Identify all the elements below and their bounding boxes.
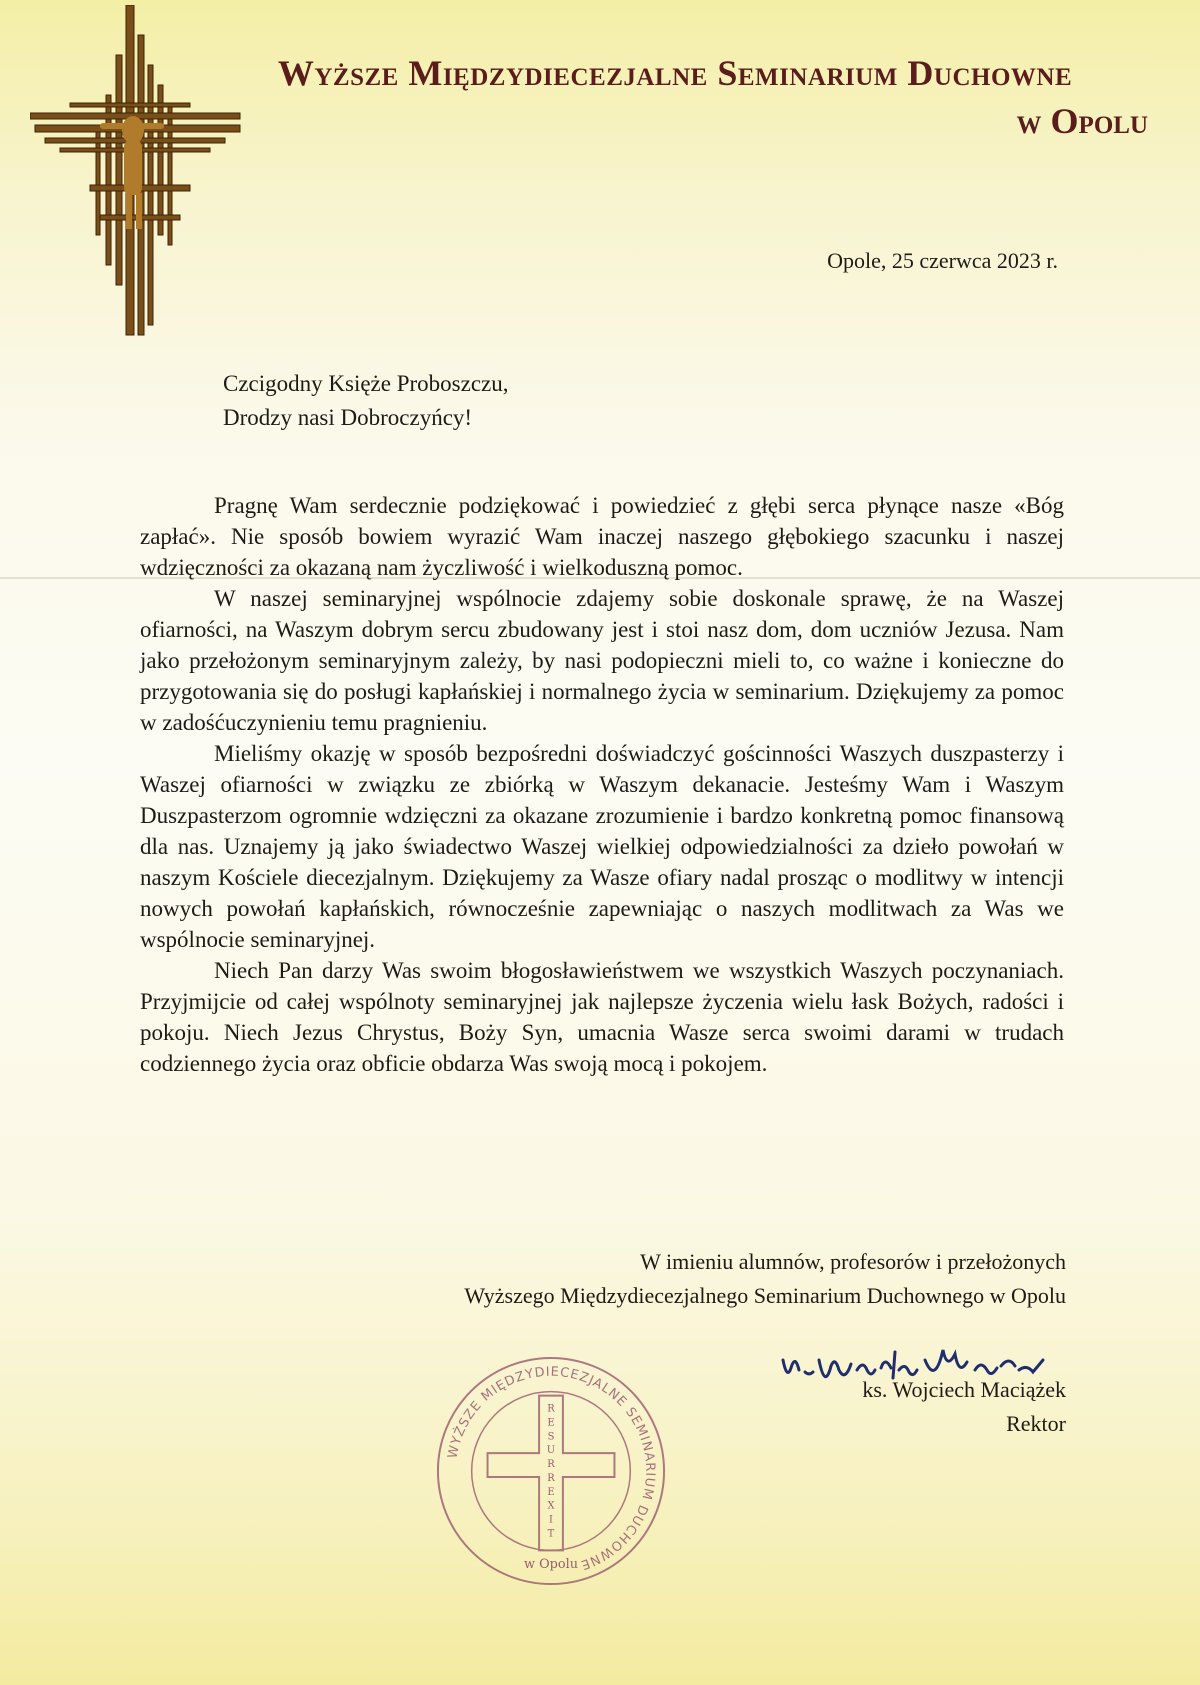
letter-date: Opole, 25 czerwca 2023 r. <box>827 248 1058 273</box>
letterhead-title: Wyższe Międzydiecezjalne Seminarium Duchowne <box>277 53 1073 93</box>
salutation-line-2: Drodzy nasi Dobroczyńcy! <box>223 405 473 430</box>
paragraph: W naszej seminaryjnej wspólnocie zdajemy sobie doskonale sprawę, że na Waszej ofiarności, na Waszym dobrym sercu zbudowany jest i stoi nasz dom, dom uczniów Jezusa. Nam jako przełożonym seminaryjnym zależy, by nasi podopieczni mieli to, co ważne i konieczne do przygotowania się do posługi kapłańskiej i normalnego życia w seminarium. Dziękujemy za pomoc w zadośćuczynieniu temu pragnieniu. <box>140 586 1064 735</box>
letter-body <box>140 490 1064 1079</box>
svg-text:w Opolu: w Opolu <box>523 1557 579 1573</box>
seminary-stamp <box>432 1352 670 1590</box>
svg-text:WYŻSZE MIĘDZYDIECEZJALNE SEMIN: WYŻSZE MIĘDZYDIECEZJALNE SEMINARIUM DUCHOWNE <box>445 1364 658 1573</box>
paragraph: Niech Pan darzy Was swoim błogosławieństwem we wszystkich Waszych poczynaniach. Przyjmijcie od całej wspólnoty seminaryjnej jak najlepsze życzenia wielu łask Bożych, radości i pokoju. Niech Jezus Chrystus, Boży Syn, umacnia Wasze serca swoimi darami w trudach codziennego życia oraz obficie obdarza Was swoją mocą i pokojem. <box>140 958 1064 1076</box>
signer-block <box>862 1373 1066 1441</box>
salutation <box>223 367 509 435</box>
svg-text:RESURREXIT: R E S U R R E X I T <box>546 1403 556 1540</box>
salutation-line-1: Czcigodny Księże Proboszczu, <box>223 371 509 396</box>
closing-line-1: W imieniu alumnów, profesorów i przełożonych <box>640 1249 1066 1274</box>
closing-line-2: Wyższego Międzydiecezjalnego Seminarium Duchownego w Opolu <box>464 1283 1066 1308</box>
signer-name: ks. Wojciech Maciążek <box>862 1377 1066 1402</box>
seminary-letterhead <box>180 52 1170 142</box>
letterhead-city: w Opolu <box>1016 101 1148 141</box>
paragraph: Pragnę Wam serdecznie podziękować i powiedzieć z głębi serca płynące nasze «Bóg zapłać». Nie sposób bowiem wyrazić Wam inaczej naszego głębokiego szacunku i naszej wdzięczności za okazaną nam życzliwość i wielkoduszną pomoc. <box>140 493 1064 580</box>
signer-title: Rektor <box>1006 1411 1066 1436</box>
closing-formula <box>464 1245 1066 1313</box>
paragraph: Mieliśmy okazję w sposób bezpośredni doświadczyć gościnności Waszych duszpasterzy i Waszej ofiarności w związku ze zbiórką w Waszym dekanacie. Jesteśmy Wam i Waszym Duszpasterzom ogromnie wdzięczni za okazane zrozumienie i bardzo konkretną pomoc finansową dla nas. Uznajemy ją jako świadectwo Waszej wielkiej odpowiedzialności za dzieło powołań w naszym Kościele diecezjalnym. Dziękujemy za Wasze ofiary nadal prosząc o modlitwy w intencji nowych powołań kapłańskich, równocześnie zapewniając o naszych modlitwach za Was we wspólnocie seminaryjnej. <box>140 741 1064 952</box>
